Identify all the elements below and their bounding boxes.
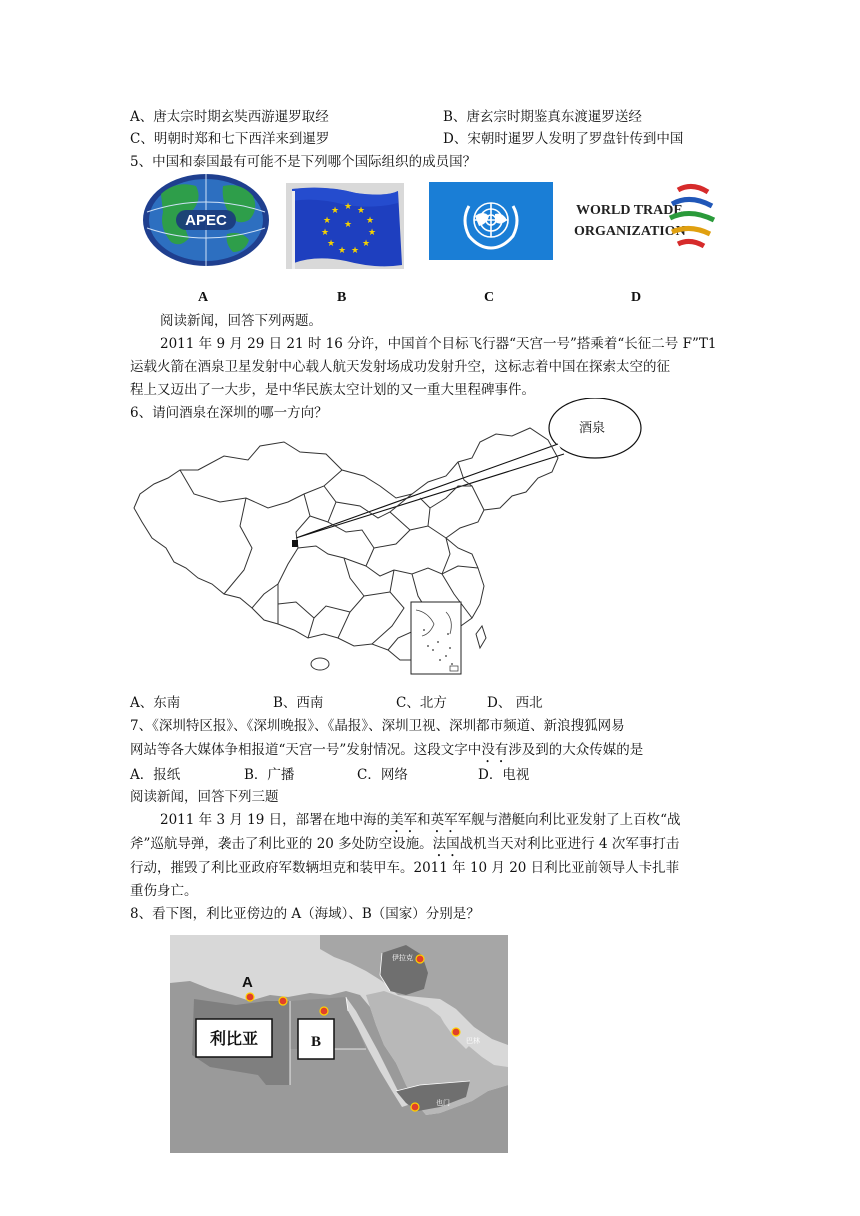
q5-question: 5、中国和泰国最有可能不是下列哪个国际组织的成员国？ <box>130 154 477 170</box>
news2-intro: 阅读新闻，回答下列三题 <box>130 789 279 805</box>
news2-emphasis-yingjun: 英军 <box>430 812 458 828</box>
q7-option-d: D．电视 <box>478 767 530 783</box>
q7-emphasis-meiyou: 没有 <box>481 742 509 758</box>
news1-line2: 运载火箭在酒泉卫星发射中心载人航天发射场成功发射升空，这标志着中国在探索太空的征 <box>130 359 670 375</box>
label-yemen: 也门 <box>436 1099 450 1107</box>
svg-text:★: ★ <box>365 216 375 226</box>
q5-label-b: B <box>337 290 347 305</box>
news1-line3: 程上又迈出了一大步，是中华民族太空计划的又一重大里程碑事件。 <box>130 382 535 398</box>
q7-option-c: C．网络 <box>357 767 408 783</box>
q5-label-a: A <box>198 290 209 305</box>
svg-text:★: ★ <box>361 239 371 249</box>
svg-text:★: ★ <box>356 206 366 216</box>
news2-line1-pre: 2011 年 3 月 19 日，部署在地中海的 <box>160 812 391 828</box>
explosion-marker <box>246 993 254 1001</box>
news1-intro: 阅读新闻，回答下列两题。 <box>160 313 322 329</box>
news2-line2-post: 战机当天对利比亚进行 4 次军事打击 <box>459 836 680 852</box>
q6-option-c: C、北方 <box>396 695 447 711</box>
svg-text:★: ★ <box>367 228 377 238</box>
apec-logo <box>141 172 271 268</box>
q7-option-a: A．报纸 <box>130 767 181 783</box>
svg-text:★: ★ <box>322 216 332 226</box>
q7-line2-post: 涉及到的大众传媒的是 <box>508 742 644 758</box>
un-logo <box>429 182 553 260</box>
q6-option-d: D、 西北 <box>487 695 543 711</box>
explosion-marker <box>320 1007 328 1015</box>
q7-line1: 7、《深圳特区报》、《深圳晚报》、《晶报》、深圳卫视、深圳都市频道、新浪搜狐网易 <box>130 718 625 734</box>
label-bahrain: 巴林 <box>466 1037 480 1045</box>
label-iraq: 伊拉克 <box>392 954 413 962</box>
q8-question: 8、看下图，利比亚傍边的 A（海域）、B（国家）分别是？ <box>130 906 480 922</box>
apec-logo-text: APEC <box>185 212 227 229</box>
q6-option-a: A、东南 <box>130 695 181 711</box>
svg-text:★: ★ <box>343 202 353 212</box>
q5-label-d: D <box>631 290 642 305</box>
label-a-sea: A <box>242 974 253 991</box>
libya-region-map <box>170 935 508 1153</box>
news2-line1-mid: 和 <box>417 812 431 828</box>
q7-line2-pre: 网站等各大媒体争相报道“天宫一号”发射情况。这段文字中 <box>130 742 482 758</box>
q6-option-b: B、西南 <box>273 695 324 711</box>
svg-text:★: ★ <box>350 246 360 256</box>
wto-logo-line1: WORLD TRADE <box>576 203 683 218</box>
q4-option-a: A、唐太宗时期玄奘西游暹罗取经 <box>130 109 329 125</box>
news2-line2-pre: 斧”巡航导弹，袭击了利比亚的 20 多处防空设施。 <box>130 836 433 852</box>
explosion-marker <box>452 1028 460 1036</box>
news2-line4: 重伤身亡。 <box>130 883 198 899</box>
news2-line2 <box>130 834 679 860</box>
q4-option-c: C、明朝时郑和七下西洋来到暹罗 <box>130 131 330 147</box>
wto-logo <box>574 180 720 258</box>
svg-text:★: ★ <box>326 239 336 249</box>
q7-line2 <box>130 740 643 766</box>
label-libya: 利比亚 <box>209 1029 259 1048</box>
q4-option-b: B、唐玄宗时期鉴真东渡暹罗送经 <box>443 109 642 125</box>
q4-option-d: D、宋朝时暹罗人发明了罗盘针传到中国 <box>443 131 684 147</box>
eu-flag-image <box>286 183 404 269</box>
explosion-marker <box>416 955 424 963</box>
news2-emphasis-faguo: 法国 <box>432 836 460 852</box>
explosion-marker <box>411 1103 419 1111</box>
news2-line1 <box>160 810 681 836</box>
q6-question: 6、请问酒泉在深圳的哪一方向？ <box>130 405 328 421</box>
svg-text:★: ★ <box>337 246 347 256</box>
q7-option-b: B．广播 <box>244 767 295 783</box>
news1-line1: 2011 年 9 月 29 日 21 时 16 分许，中国首个目标飞行器“天宫一号”搭乘着“长征二号 F”T1 <box>160 336 717 352</box>
jiuquan-callout-label: 酒泉 <box>578 421 606 436</box>
explosion-marker <box>279 997 287 1005</box>
china-map <box>128 398 648 680</box>
news2-line1-post: 军舰与潜艇向利比亚发射了上百枚“战 <box>457 812 681 828</box>
news2-emphasis-meijun: 美军 <box>390 812 418 828</box>
label-b-country: B <box>310 1034 322 1050</box>
q5-label-c: C <box>484 290 495 305</box>
svg-text:★: ★ <box>330 206 340 216</box>
svg-text:★: ★ <box>320 228 330 238</box>
news2-line3: 行动，摧毁了利比亚政府军数辆坦克和装甲车。2011 年 10 月 20 日利比亚前领导人卡扎菲 <box>130 860 680 876</box>
svg-text:★: ★ <box>343 220 353 230</box>
wto-logo-line2: ORGANIZATION <box>574 224 686 239</box>
